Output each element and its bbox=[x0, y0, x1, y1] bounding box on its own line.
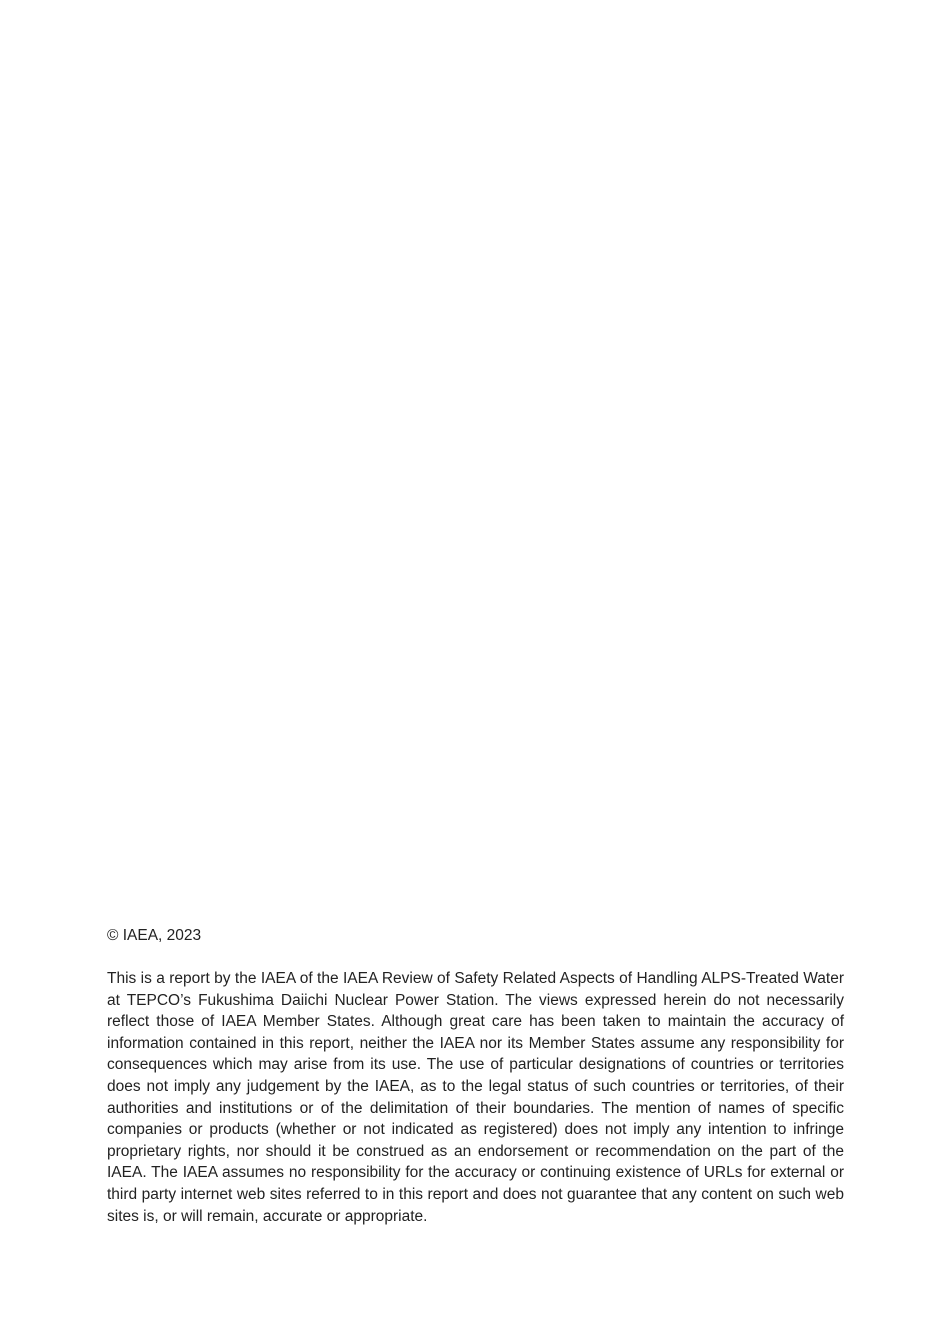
copyright-notice: © IAEA, 2023 bbox=[107, 927, 202, 944]
disclaimer-paragraph: This is a report by the IAEA of the IAEA Review of Safety Related Aspects of Handling ALPS-Treated Water at TEPCO’s Fukushima Daiichi Nuclear Power Station. The views expressed herein do not necessarily reflect those of IAEA Member States. Although great care has been taken to maintain the accuracy of information contained in this report, neither the IAEA nor its Member States assume any responsibility for consequences which may arise from its use. The use of particular designations of countries or territories does not imply any judgement by the IAEA, as to the legal status of such countries or territories, of their authorities and institutions or of the delimitation of their boundaries. The mention of names of specific companies or products (whether or not indicated as registered) does not imply any intention to infringe proprietary rights, nor should it be construed as an endorsement or recommendation on the part of the IAEA. The IAEA assumes no responsibility for the accuracy or continuing existence of URLs for external or third party internet web sites referred to in this report and does not guarantee that any content on such web sites is, or will remain, accurate or appropriate. bbox=[107, 970, 844, 1225]
